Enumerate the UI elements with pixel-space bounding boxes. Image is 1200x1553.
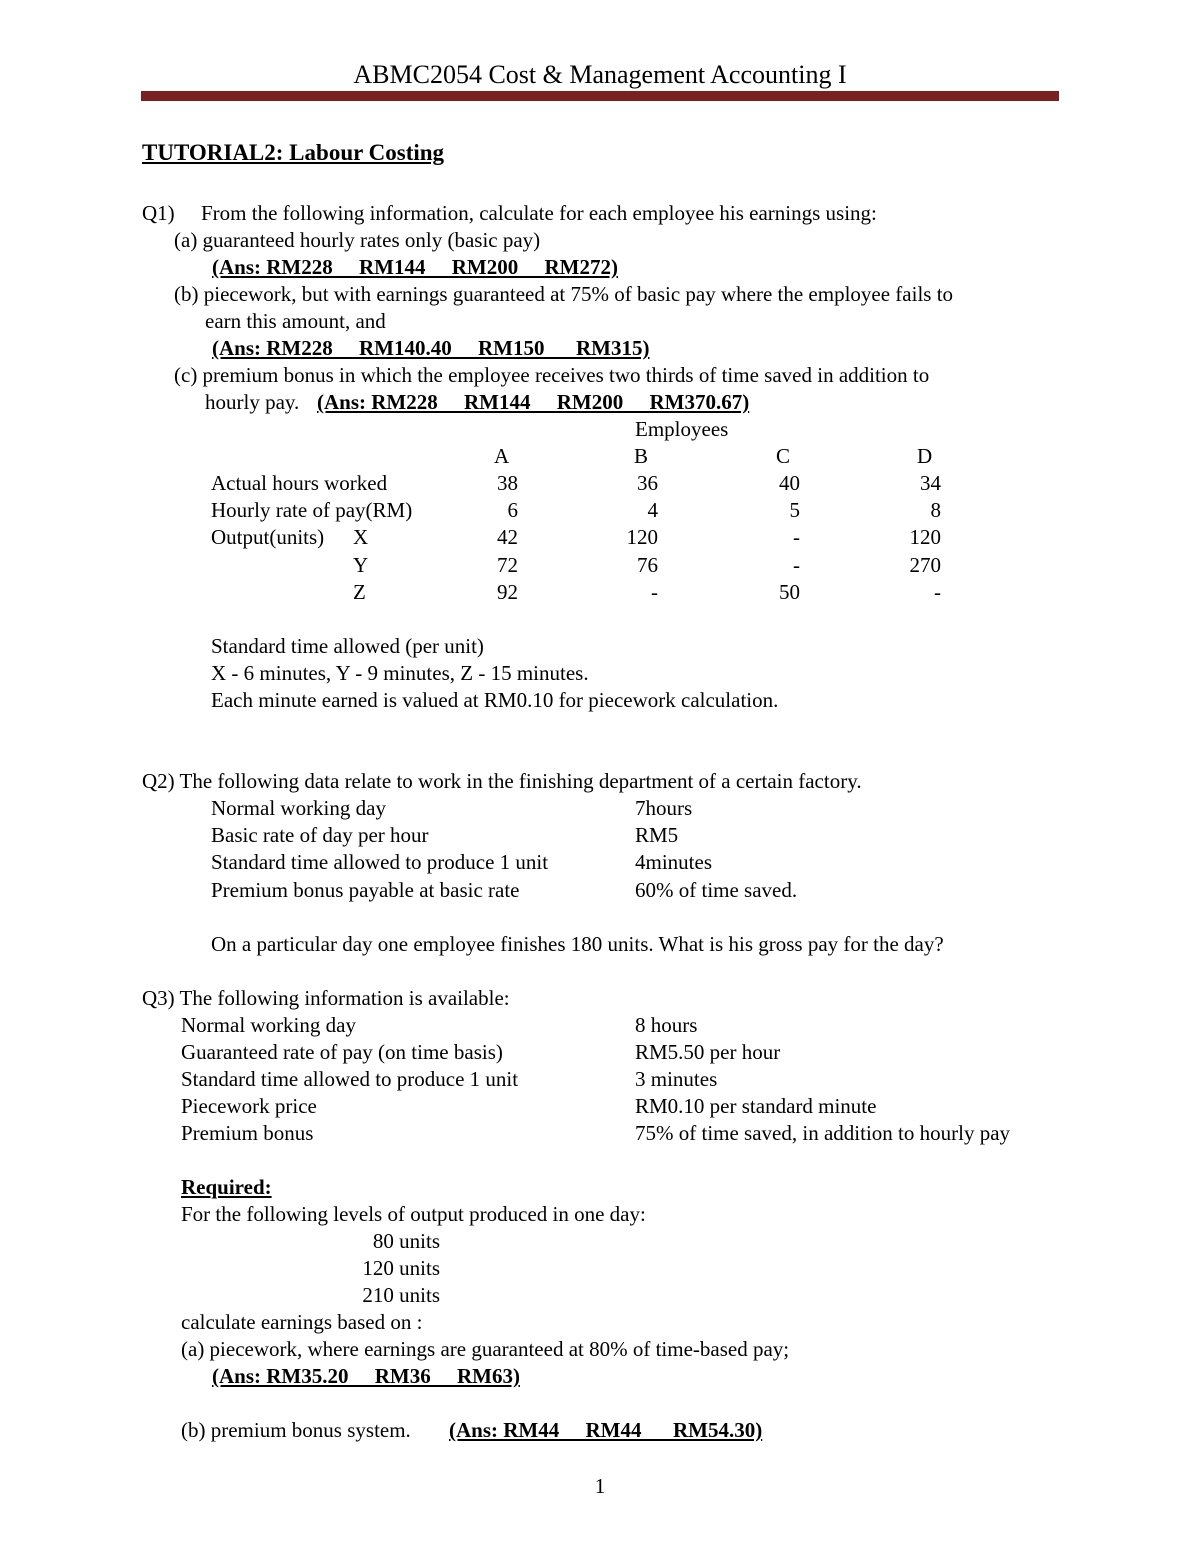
q3-part-b: (b) premium bonus system. xyxy=(181,1418,411,1442)
row-label-hours: Actual hours worked xyxy=(211,471,388,495)
q1-number: Q1) xyxy=(142,201,175,225)
cell-rate-d: 8 xyxy=(930,498,941,522)
cell-y-c: - xyxy=(793,553,800,577)
cell-z-c: 50 xyxy=(779,580,800,604)
q3-item-label: Guaranteed rate of pay (on time basis) xyxy=(181,1040,503,1064)
q2-item-label: Premium bonus payable at basic rate xyxy=(211,878,520,902)
tutorial-title: TUTORIAL2: Labour Costing xyxy=(142,140,445,165)
standard-time-heading: Standard time allowed (per unit) xyxy=(211,634,484,658)
q1-answer-a: (Ans: RM228 RM144 RM200 RM272) xyxy=(212,255,618,279)
q1-part-c-line1: (c) premium bonus in which the employee receives two thirds of time saved in addition to xyxy=(174,363,930,387)
cell-hours-d: 34 xyxy=(920,471,941,495)
cell-rate-a: 6 xyxy=(507,498,518,522)
q1-part-a: (a) guaranteed hourly rates only (basic pay) xyxy=(174,228,541,252)
q2-item-value: 4minutes xyxy=(635,850,712,874)
cell-x-b: 120 xyxy=(626,525,658,549)
q3-item-value: 75% of time saved, in addition to hourly pay xyxy=(635,1121,1011,1145)
cell-x-c: - xyxy=(793,525,800,549)
q3-item-value: 8 hours xyxy=(635,1013,698,1037)
q2-intro: Q2) The following data relate to work in the finishing department of a certain factory. xyxy=(142,769,862,793)
minute-value-note: Each minute earned is valued at RM0.10 for piecework calculation. xyxy=(211,688,779,712)
q1-part-b-line1: (b) piecework, but with earnings guaranteed at 75% of basic pay where the employee fails to xyxy=(174,282,954,306)
q3-item-label: Premium bonus xyxy=(181,1121,314,1145)
row-sub-z: Z xyxy=(353,580,366,604)
q3-item-value: RM0.10 per standard minute xyxy=(635,1094,877,1118)
q3-calc-intro: calculate earnings based on : xyxy=(181,1310,423,1334)
document-header-title: ABMC2054 Cost & Management Accounting I xyxy=(353,60,847,89)
row-label-rate: Hourly rate of pay(RM) xyxy=(211,498,413,522)
q2-item-label: Basic rate of day per hour xyxy=(211,823,429,847)
header-divider xyxy=(141,91,1059,101)
q3-item-value: 3 minutes xyxy=(635,1067,718,1091)
row-label-output: Output(units) xyxy=(211,525,325,549)
row-sub-x: X xyxy=(353,525,369,549)
q3-answer-b: (Ans: RM44 RM44 RM54.30) xyxy=(449,1418,763,1442)
page-number: 1 xyxy=(594,1474,606,1498)
cell-z-d: - xyxy=(934,580,941,604)
q3-item-label: Piecework price xyxy=(181,1094,317,1118)
q2-item-value: RM5 xyxy=(635,823,679,847)
employee-column-c: C xyxy=(776,444,791,468)
cell-z-b: - xyxy=(651,580,658,604)
q3-item-label: Standard time allowed to produce 1 unit xyxy=(181,1067,519,1091)
row-sub-y: Y xyxy=(353,553,369,577)
q1-part-b-line2: earn this amount, and xyxy=(205,309,386,333)
employee-column-a: A xyxy=(494,444,510,468)
q3-item-label: Normal working day xyxy=(181,1013,356,1037)
cell-z-a: 92 xyxy=(497,580,518,604)
cell-rate-b: 4 xyxy=(647,498,658,522)
cell-rate-c: 5 xyxy=(789,498,800,522)
q3-output-level: 80 units xyxy=(372,1229,440,1253)
cell-y-d: 270 xyxy=(909,553,941,577)
q3-intro: Q3) The following information is available: xyxy=(142,986,510,1010)
employee-column-d: D xyxy=(917,444,933,468)
q3-item-value: RM5.50 per hour xyxy=(635,1040,781,1064)
cell-y-a: 72 xyxy=(497,553,518,577)
q1-answer-c: (Ans: RM228 RM144 RM200 RM370.67) xyxy=(317,390,750,414)
q1-intro: From the following information, calculate for each employee his earnings using: xyxy=(201,201,877,225)
cell-hours-a: 38 xyxy=(497,471,518,495)
q3-answer-a: (Ans: RM35.20 RM36 RM63) xyxy=(212,1364,520,1388)
q2-question: On a particular day one employee finishes 180 units. What is his gross pay for the day? xyxy=(211,932,944,956)
cell-hours-b: 36 xyxy=(637,471,658,495)
standard-time-values: X - 6 minutes, Y - 9 minutes, Z - 15 minutes. xyxy=(211,661,589,685)
q2-item-label: Normal working day xyxy=(211,796,386,820)
q3-output-level: 210 units xyxy=(362,1283,440,1307)
cell-y-b: 76 xyxy=(637,553,658,577)
q1-answer-b: (Ans: RM228 RM140.40 RM150 RM315) xyxy=(212,336,650,360)
q2-item-value: 7hours xyxy=(635,796,693,820)
cell-hours-c: 40 xyxy=(779,471,800,495)
employee-column-b: B xyxy=(634,444,649,468)
employees-group-header: Employees xyxy=(635,417,729,441)
q3-required-heading: Required: xyxy=(181,1175,272,1199)
q3-output-level: 120 units xyxy=(362,1256,440,1280)
q3-output-intro: For the following levels of output produced in one day: xyxy=(181,1202,646,1226)
q3-part-a: (a) piecework, where earnings are guaranteed at 80% of time-based pay; xyxy=(181,1337,790,1361)
q2-item-value: 60% of time saved. xyxy=(635,878,798,902)
q1-part-c-line2: hourly pay. xyxy=(205,390,300,414)
q2-item-label: Standard time allowed to produce 1 unit xyxy=(211,850,549,874)
cell-x-d: 120 xyxy=(909,525,941,549)
cell-x-a: 42 xyxy=(497,525,518,549)
